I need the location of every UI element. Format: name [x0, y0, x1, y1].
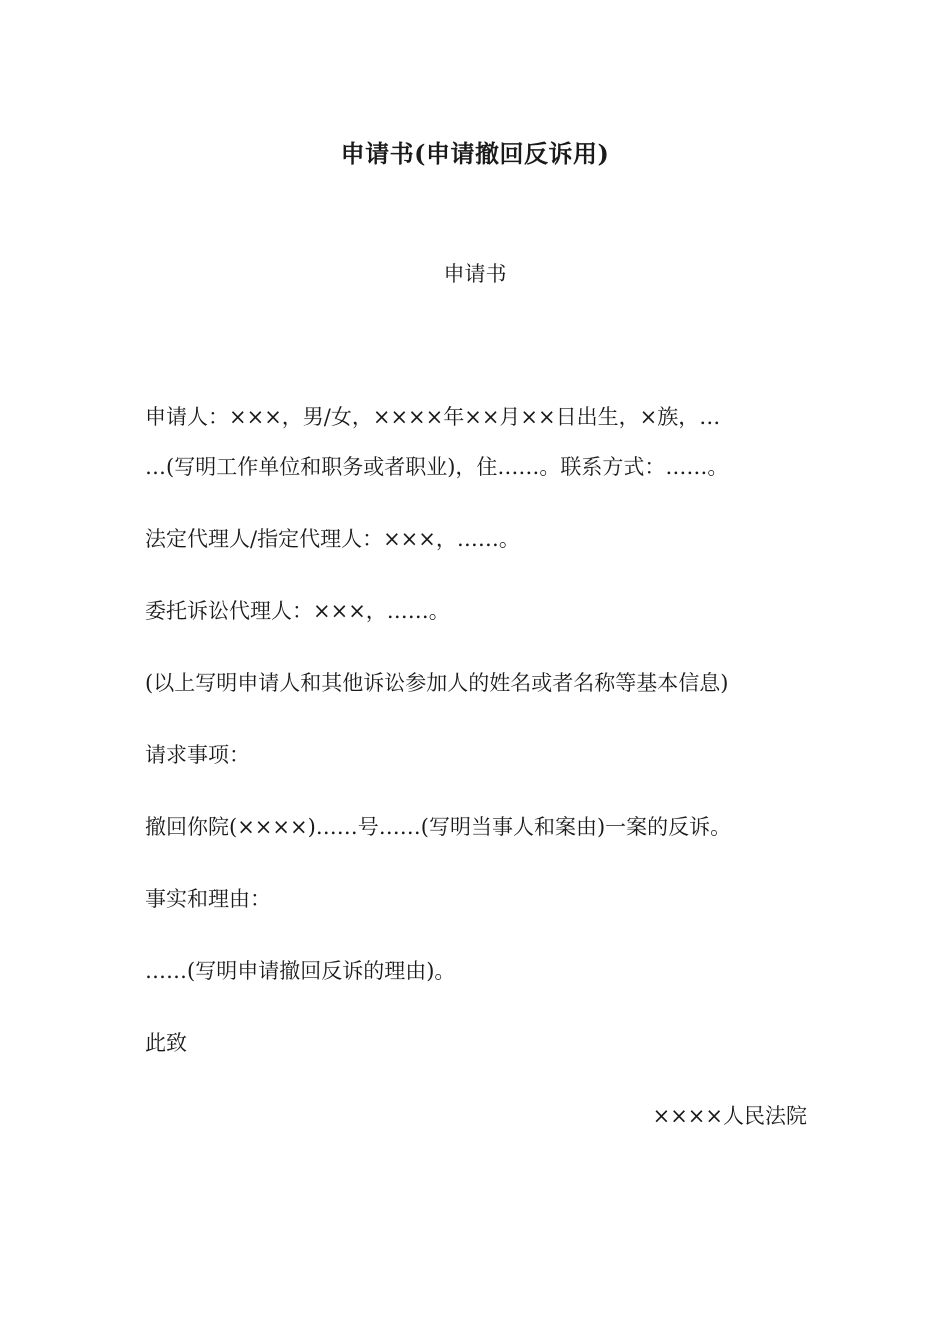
info-note: (以上写明申请人和其他诉讼参加人的姓名或者名称等基本信息): [145, 671, 729, 695]
facts-heading: 事实和理由：: [145, 887, 271, 911]
document-title: 申请书(申请撤回反诉用): [340, 139, 610, 168]
claims-text: 撤回你院(××××)……号……(写明当事人和案由)一案的反诉。: [145, 815, 732, 839]
applicant-line-2: …(写明工作单位和职务或者职业)，住……。联系方式：……。: [145, 455, 729, 479]
court-name: ××××人民法院: [652, 1104, 807, 1128]
applicant-line-1: 申请人：×××，男/女，××××年××月××日出生，×族，…: [145, 405, 721, 429]
facts-text: ……(写明申请撤回反诉的理由)。: [145, 959, 456, 983]
salutation: 此致: [145, 1031, 187, 1055]
entrusted-agent-line: 委托诉讼代理人：×××，……。: [145, 599, 450, 623]
claims-heading: 请求事项：: [145, 743, 250, 767]
legal-agent-line: 法定代理人/指定代理人：×××，……。: [145, 527, 520, 551]
document-heading: 申请书: [443, 262, 507, 286]
